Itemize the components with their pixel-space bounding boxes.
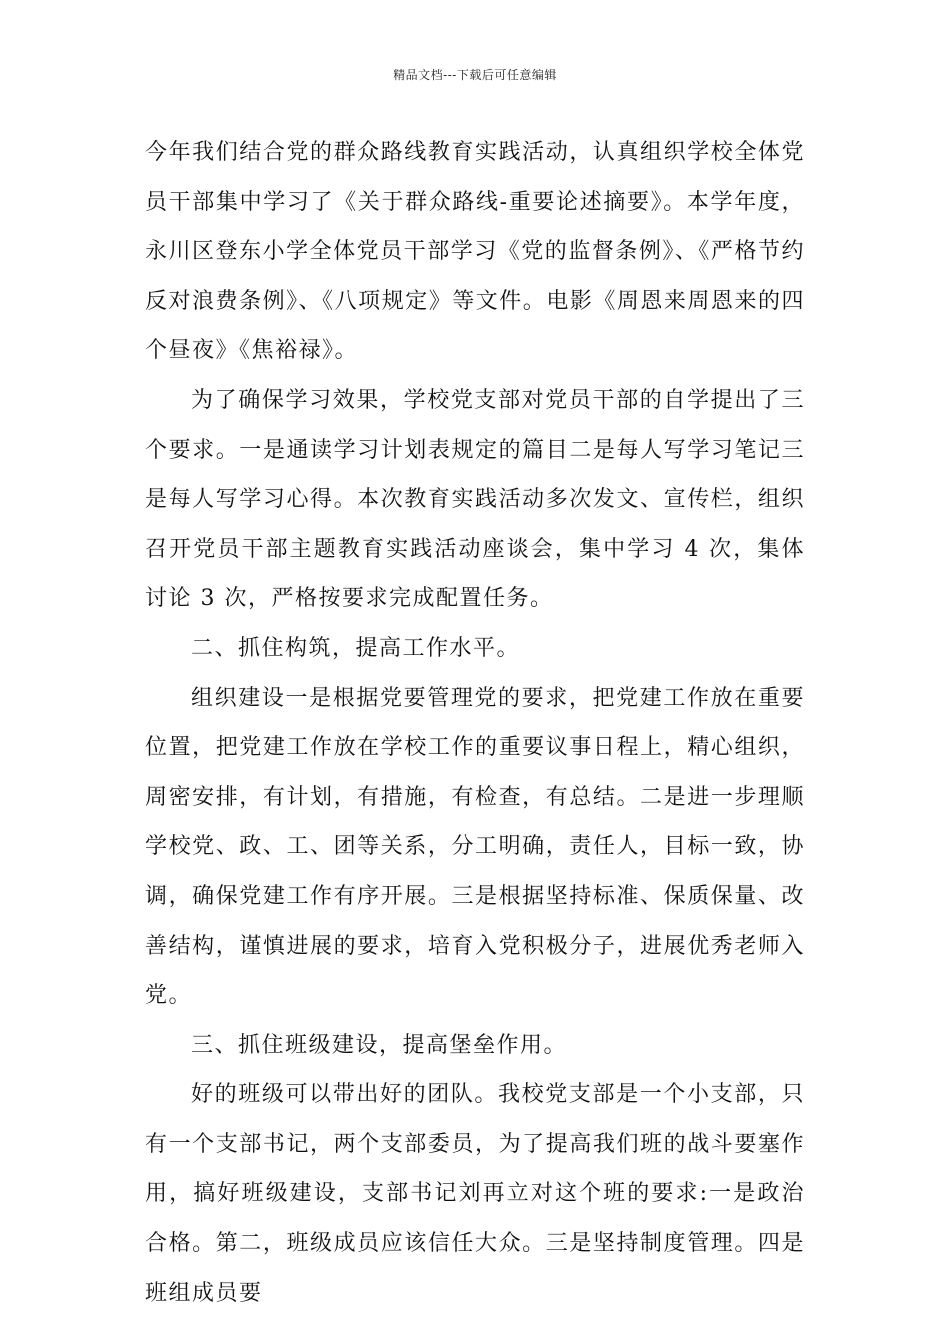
paragraph: 今年我们结合党的群众路线教育实践活动，认真组织学校全体党员干部集中学习了《关于群众路线-重要论述摘要》。本学年度，永川区登东小学全体党员干部学习《党的监督条例》、《严格节约反对浪费条例》、《八项规定》等文件。电影《周恩来周恩来的四个昼夜》《焦裕禄》。	[145, 140, 805, 364]
document-body	[145, 128, 805, 1318]
page-header: 精品文档---下载后可任意编辑	[393, 68, 557, 82]
section-heading: 三、抓住班级建设，提高堡垒作用。	[191, 1032, 568, 1058]
paragraph: 为了确保学习效果，学校党支部对党员干部的自学提出了三个要求。一是通读学习计划表规定的篇目二是每人写学习笔记三是每人写学习心得。本次教育实践活动多次发文、宣传栏，组织召开党员干部主题教育实践活动座谈会，集中学习 4 次，集体讨论 3 次，严格按要求完成配置任务。	[145, 387, 805, 612]
section-heading: 二、抓住构筑，提高工作水平。	[191, 635, 521, 661]
paragraph: 组织建设一是根据党要管理党的要求，把党建工作放在重要位置，把党建工作放在学校工作的重要议事日程上，精心组织，周密安排，有计划，有措施，有检查，有总结。二是进一步理顺学校党、政、工、团等关系，分工明确，责任人，目标一致，协调，确保党建工作有序开展。三是根据坚持标准、保质保量、改善结构，谨慎进展的要求，培育入党积极分子，进展优秀老师入党。	[145, 685, 805, 1009]
paragraph: 好的班级可以带出好的团队。我校党支部是一个小支部，只有一个支部书记，两个支部委员，为了提高我们班的战斗要塞作用，搞好班级建设，支部书记刘再立对这个班的要求:一是政治合格。第二，班级成员应该信任大众。三是坚持制度管理。四是班组成员要	[145, 1082, 805, 1306]
